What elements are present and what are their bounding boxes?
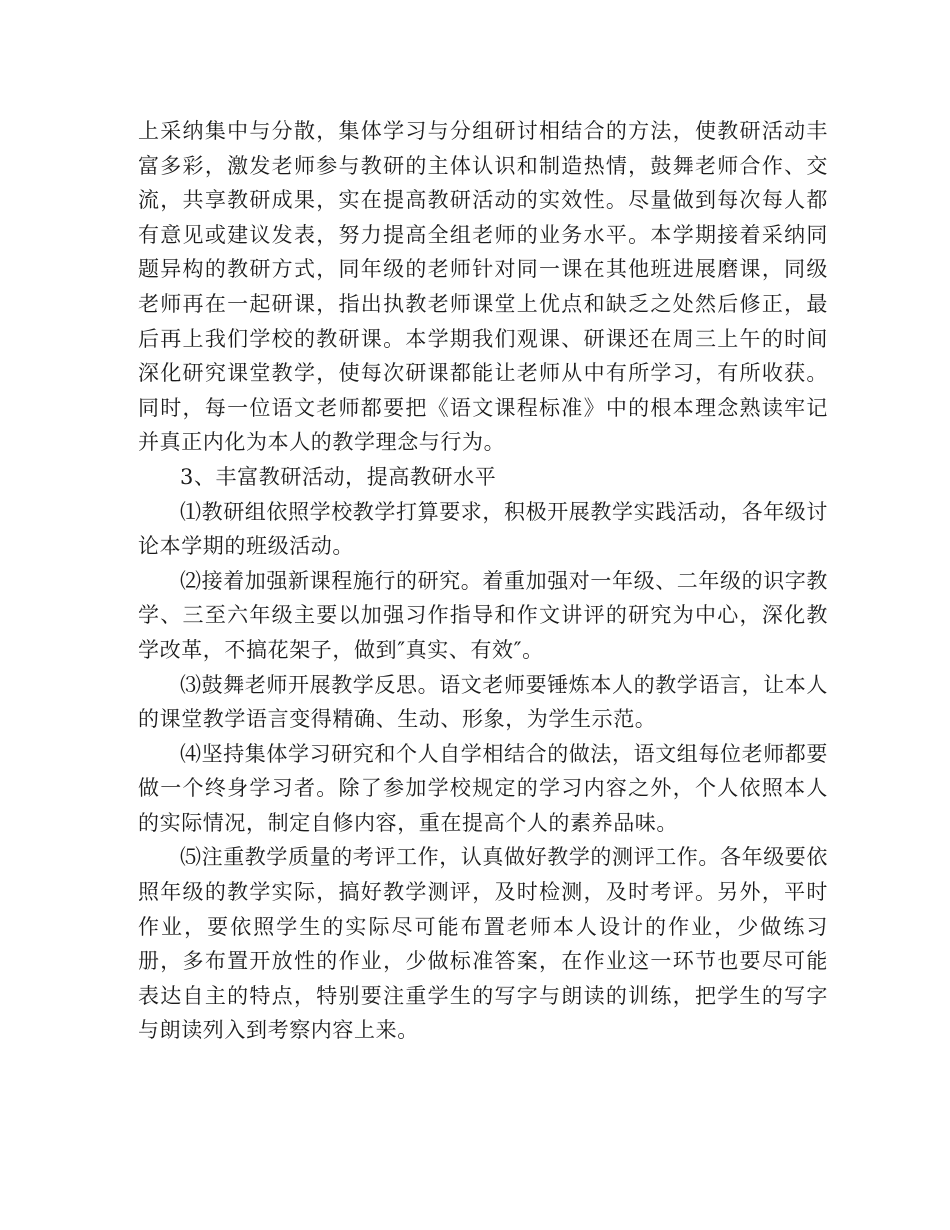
- paragraph-item-4: ⑷坚持集体学习研究和个人自学相结合的做法，语文组每位老师都要做一个终身学习者。除了参加学校规定的学习内容之外，个人依照本人的实际情况，制定自修内容，重在提高个人的素养品味。: [138, 741, 828, 835]
- paragraph-item-1: ⑴教研组依照学校教学打算要求，积极开展教学实践活动，各年级讨论本学期的班级活动。: [138, 499, 828, 559]
- paragraph-item-5: ⑸注重教学质量的考评工作，认真做好教学的测评工作。各年级要依照年级的教学实际，搞好教学测评，及时检测，及时考评。另外，平时作业，要依照学生的实际尽可能布置老师本人设计的作业，少做练习册，多布置开放性的作业，少做标准答案，在作业这一环节也要尽可能表达自主的特点，特别要注重学生的写字与朗读的训练，把学生的写字与朗读列入到考察内容上来。: [138, 845, 828, 1043]
- section-heading-enrich-research: 3、丰富教研活动，提高教研水平: [180, 464, 497, 489]
- paragraph-teaching-research-methods: 上采纳集中与分散，集体学习与分组研讨相结合的方法，使教研活动丰富多彩，激发老师参与教研的主体认识和制造热情，鼓舞老师合作、交流，共享教研成果，实在提高教研活动的实效性。尽量做到每次每人都有意见或建议发表，努力提高全组老师的业务水平。本学期接着采纳同题异构的教研方式，同年级的老师针对同一课在其他班进展磨课，同级老师再在一起研课，指出执教老师课堂上优点和缺乏之处然后修正，最后再上我们学校的教研课。本学期我们观课、研课还在周三上午的时间深化研究课堂教学，使每次研课都能让老师从中有所学习，有所收获。同时，每一位语文老师都要把《语文课程标准》中的根本理念熟读牢记并真正内化为本人的教学理念与行为。: [138, 119, 828, 455]
- paragraph-item-3: ⑶鼓舞老师开展教学反思。语文老师要锤炼本人的教学语言，让本人的课堂教学语言变得精确、生动、形象，为学生示范。: [138, 672, 828, 732]
- paragraph-item-2: ⑵接着加强新课程施行的研究。着重加强对一年级、二年级的识字教学、三至六年级主要以加强习作指导和作文讲评的研究为中心，深化教学改革，不搞花架子，做到″真实、有效″。: [138, 568, 828, 662]
- document-body: [138, 114, 828, 1048]
